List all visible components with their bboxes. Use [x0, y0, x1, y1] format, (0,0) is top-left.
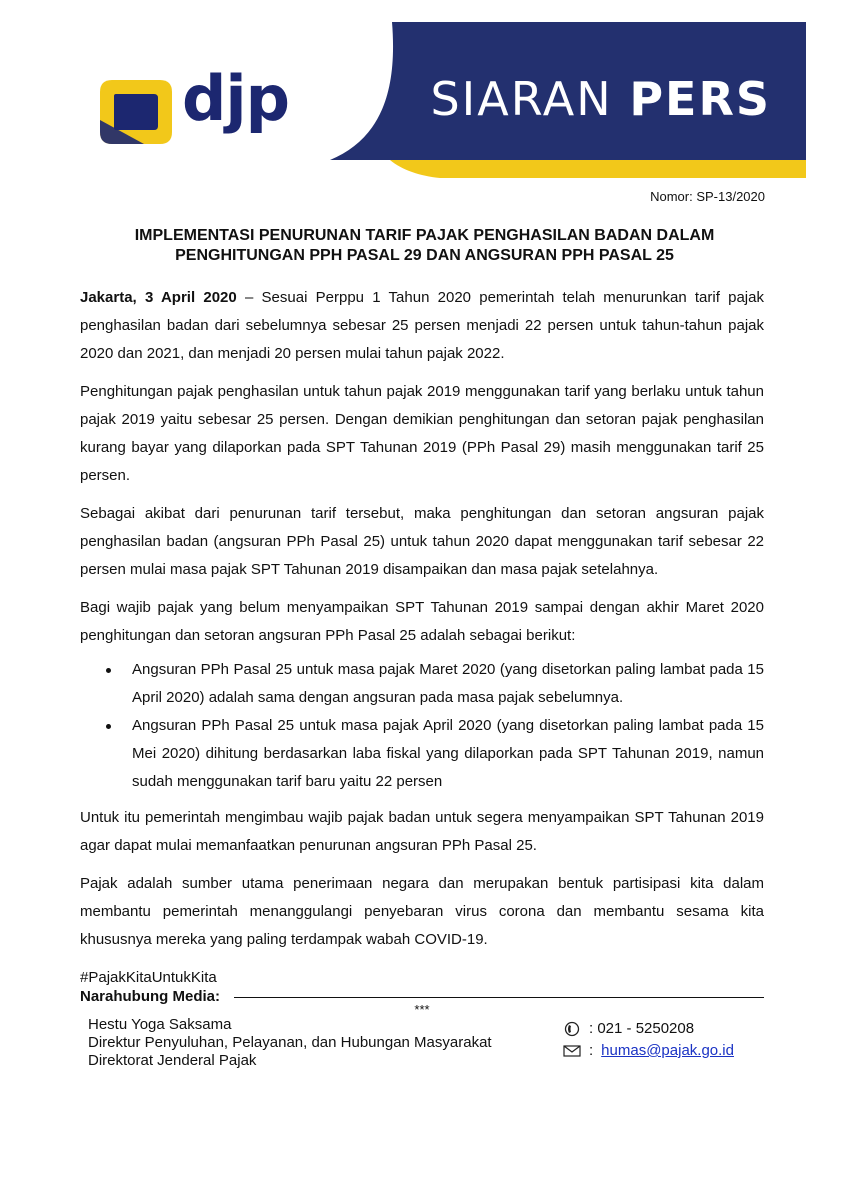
paragraph-3: Sebagai akibat dari penurunan tarif tersebut, maka penghitungan dan setoran angsuran pajak penghasilan badan (angsuran PPh Pasal 25) untuk tahun 2020 dapat menggunakan tarif sebesar 22 persen mulai masa pajak SPT Tahunan 2019 disampaikan dan masa pajak setelahnya.: [80, 505, 764, 578]
bullet-item: [80, 656, 764, 712]
djp-logo-icon: [92, 74, 178, 150]
press-release-body: [80, 284, 764, 1018]
bullet-item: [80, 712, 764, 796]
bullet-list: [80, 656, 764, 796]
banner-title-bold: PERS: [629, 72, 771, 126]
contact-phone-row: [563, 1018, 734, 1040]
email-link[interactable]: humas@pajak.go.id: [601, 1042, 734, 1059]
phone-icon: [563, 1021, 581, 1037]
document-number: Nomor: SP-13/2020: [650, 189, 765, 204]
header-banner: [0, 0, 849, 185]
contact-email-row: [563, 1040, 734, 1062]
envelope-icon: [563, 1044, 581, 1058]
headline-line-2: PENGHITUNGAN PPH PASAL 29 DAN ANGSURAN PPH PASAL 25: [175, 247, 674, 264]
bullet-text: Angsuran PPh Pasal 25 untuk masa pajak April 2020 (yang disetorkan paling lambat pada 15 Mei 2020) dihitung berdasarkan laba fiskal yang dilaporkan pada SPT Tahunan 2019, namun sudah menggunakan tarif baru yaitu 22 persen: [132, 717, 764, 790]
paragraph-1: [80, 284, 764, 368]
paragraph-6: Pajak adalah sumber utama penerimaan negara dan merupakan bentuk partisipasi kita dalam membantu pemerintah menanggulangi penyebaran virus corona dan membantu sesama kita khususnya mereka yang paling terdampak wabah COVID-19.: [80, 875, 764, 948]
headline: [80, 226, 769, 266]
djp-logo-text: djp: [182, 62, 290, 135]
paragraph-2: Penghitungan pajak penghasilan untuk tahun pajak 2019 menggunakan tarif yang berlaku untuk tahun pajak 2019 yaitu sebesar 25 persen. Dengan demikian penghitungan dan setoran pajak penghasilan kurang bayar yang dilaporkan pada SPT Tahunan 2019 (PPh Pasal 29) masih menggunakan tarif 25 persen.: [80, 383, 764, 484]
dateline: Jakarta, 3 April 2020: [80, 289, 237, 306]
banner-title-light: SIARAN: [430, 72, 630, 126]
contact-name: Hestu Yoga Saksama: [88, 1016, 232, 1033]
paragraph-4: Bagi wajib pajak yang belum menyampaikan SPT Tahunan 2019 sampai dengan akhir Maret 2020 penghitungan dan setoran angsuran PPh Pasal 25 adalah sebagai berikut:: [80, 599, 764, 644]
contact-divider: [234, 997, 764, 998]
bullet-dot-icon: [106, 724, 111, 729]
hashtag: #PajakKitaUntukKita: [80, 969, 217, 986]
contact-position: Direktur Penyuluhan, Pelayanan, dan Hubungan Masyarakat: [88, 1034, 492, 1051]
contact-email-prefix: :: [589, 1042, 594, 1059]
contact-title: Narahubung Media:: [80, 988, 221, 1005]
separator: ***: [414, 1002, 430, 1017]
banner-title: [430, 72, 771, 126]
paragraph-1-text: – Sesuai Perppu 1 Tahun 2020 pemerintah telah menurunkan tarif pajak penghasilan badan dari sebelumnya sebesar 25 persen menjadi 22 persen untuk tahun-tahun pajak 2020 dan 2021, dan menjadi 20 persen mulai tahun pajak 2022.: [80, 289, 764, 362]
contact-phone: : 021 - 5250208: [589, 1020, 695, 1037]
contact-office: Direktorat Jenderal Pajak: [88, 1052, 257, 1069]
bullet-text: Angsuran PPh Pasal 25 untuk masa pajak Maret 2020 (yang disetorkan paling lambat pada 15 April 2020) adalah sama dengan angsuran pada masa pajak sebelumnya.: [132, 661, 764, 706]
contact-info: [563, 1018, 734, 1062]
headline-line-1: IMPLEMENTASI PENURUNAN TARIF PAJAK PENGHASILAN BADAN DALAM: [134, 227, 715, 244]
contact-person: [88, 1016, 492, 1070]
banner-yellow-stripe: [390, 160, 806, 178]
paragraph-5: Untuk itu pemerintah mengimbau wajib pajak badan untuk segera menyampaikan SPT Tahunan 2019 agar dapat mulai memanfaatkan penurunan angsuran PPh Pasal 25.: [80, 809, 764, 854]
bullet-dot-icon: [106, 668, 111, 673]
